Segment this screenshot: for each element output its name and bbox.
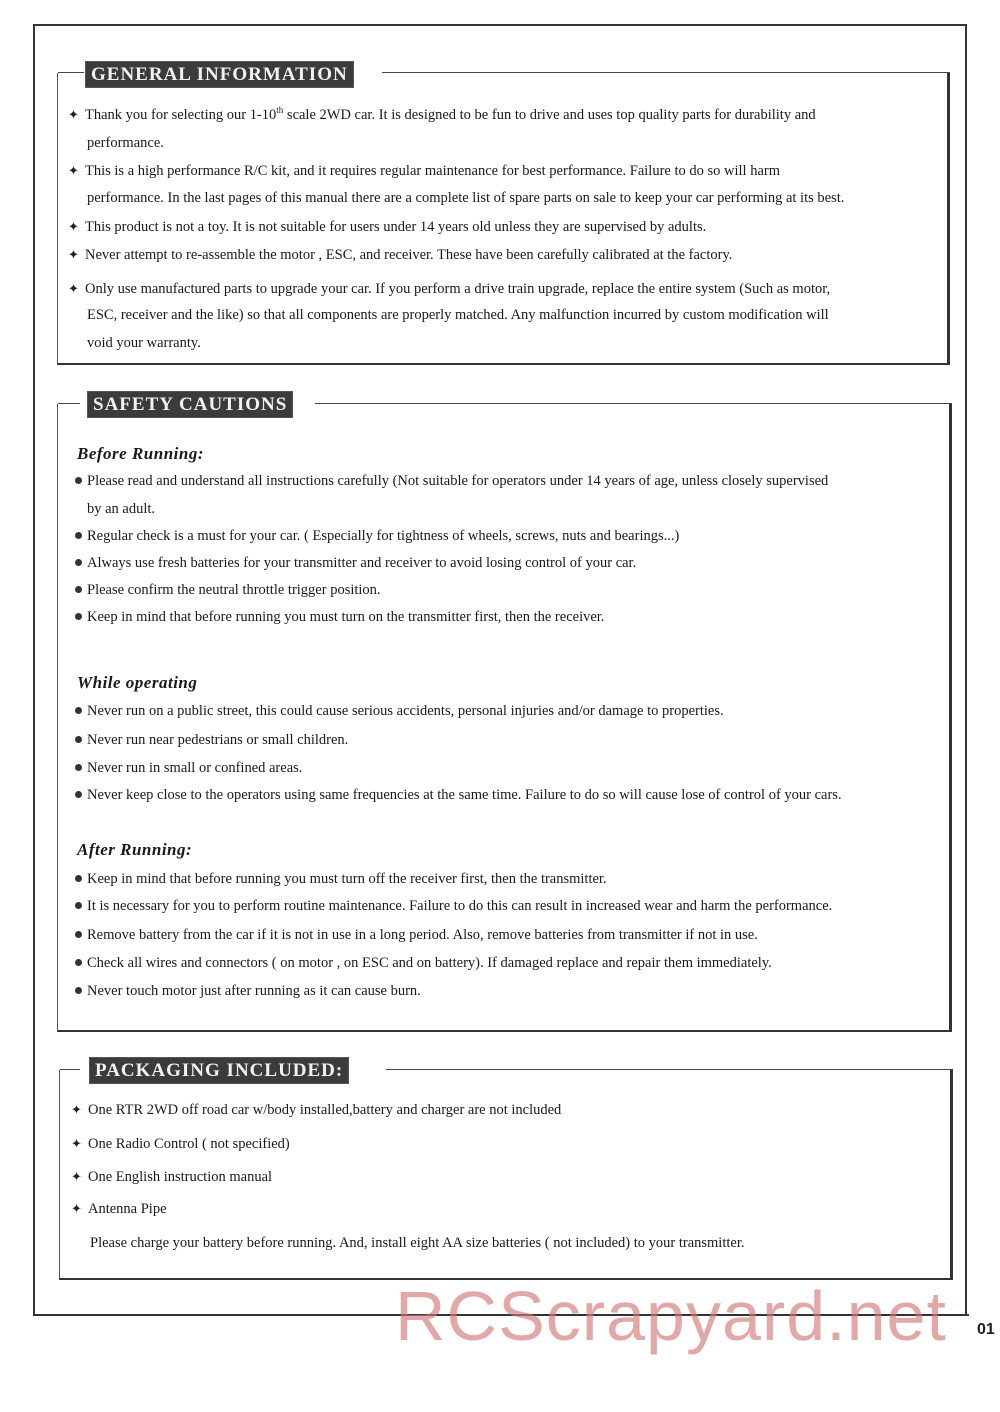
list-item-cont: performance. [87,135,164,151]
list-item: Never run in small or confined areas. [75,760,302,777]
safety-cautions-title: SAFETY CAUTIONS [87,391,293,418]
header-rule-left [58,403,80,404]
list-item-cont: void your warranty. [87,335,201,351]
list-item: ✦ This is a high performance R/C kit, and it requires regular maintenance for best performance. Failure to do so will harm [68,163,780,179]
cross-bullet-icon: ✦ [68,163,79,178]
list-item: Keep in mind that before running you must turn off the receiver first, then the transmitter. [75,871,607,888]
after-running-heading: After Running: [77,840,193,859]
list-item: Keep in mind that before running you must turn on the transmitter first, then the receiver. [75,609,604,626]
bullet-icon [75,477,82,484]
list-item: Please confirm the neutral throttle trigger position. [75,582,381,599]
cross-bullet-icon: ✦ [68,219,79,234]
bullet-icon [75,707,82,714]
bullet-icon [75,902,82,909]
list-item: Never run on a public street, this could cause serious accidents, personal injuries and/or damage to properties. [75,703,724,720]
cross-bullet-icon: ✦ [71,1169,82,1184]
list-item: ✦ One RTR 2WD off road car w/body installed,battery and charger are not included [71,1102,562,1118]
cross-bullet-icon: ✦ [71,1136,82,1151]
page-number: 01 [977,1321,995,1338]
list-item: ✦ One English instruction manual [71,1169,273,1185]
list-item: Always use fresh batteries for your transmitter and receiver to avoid losing control of your car. [75,555,636,572]
list-item: Never run near pedestrians or small children. [75,732,348,749]
list-item: Check all wires and connectors ( on motor , on ESC and on battery). If damaged replace and repair them immediately. [75,955,772,972]
packaging-included-title: PACKAGING INCLUDED: [89,1057,349,1084]
bullet-icon [75,613,82,620]
list-item: ✦ This product is not a toy. It is not suitable for users under 14 years old unless they are supervised by adults. [68,219,707,235]
header-rule-left [58,72,84,73]
before-running-heading: Before Running: [77,444,204,463]
list-item: ✦ Never attempt to re-assemble the motor , ESC, and receiver. These have been carefully calibrated at the factory. [68,247,733,263]
watermark: RCScrapyard.net [395,1277,947,1355]
header-rule-right [386,1069,953,1070]
list-item: ✦ Thank you for selecting our 1-10th scale 2WD car. It is designed to be fun to drive and uses top quality parts for durability and [68,105,816,123]
cross-bullet-icon: ✦ [68,247,79,262]
header-rule-left [60,1069,80,1070]
cross-bullet-icon: ✦ [71,1201,82,1216]
list-item: ✦ One Radio Control ( not specified) [71,1136,290,1152]
bullet-icon [75,736,82,743]
header-rule-right [315,403,952,404]
bullet-icon [75,931,82,938]
bullet-icon [75,875,82,882]
cross-bullet-icon: ✦ [71,1102,82,1117]
while-operating-heading: While operating [77,673,198,692]
bullet-icon [75,987,82,994]
list-item-cont: ESC, receiver and the like) so that all components are properly matched. Any malfunction incurred by custom modification will [87,307,829,323]
cross-bullet-icon: ✦ [68,106,79,122]
list-item: Remove battery from the car if it is not in use in a long period. Also, remove batteries from transmitter if not in use. [75,927,758,944]
general-information-title: GENERAL INFORMATION [85,61,354,88]
list-item-cont: by an adult. [87,501,156,517]
list-item: Never touch motor just after running as it can cause burn. [75,983,421,1000]
bullet-icon [75,959,82,966]
bullet-icon [75,791,82,798]
list-item: ✦ Antenna Pipe [71,1201,167,1217]
list-item: Never keep close to the operators using same frequencies at the same time. Failure to do so will cause lose of control of your cars. [75,787,842,804]
list-item-cont: performance. In the last pages of this manual there are a complete list of spare parts on sale to keep your car performing at its best. [87,190,845,206]
list-item: ✦ Only use manufactured parts to upgrade your car. If you perform a drive train upgrade, replace the entire system (Such as motor, [68,281,831,297]
list-item: It is necessary for you to perform routine maintenance. Failure to do this can result in increased wear and harm the performance. [75,898,832,915]
header-rule-right [382,72,950,73]
bullet-icon [75,559,82,566]
list-item: Please read and understand all instructions carefully (Not suitable for operators under 14 years of age, unless closely supervised [75,473,828,490]
list-item: Regular check is a must for your car. ( Especially for tightness of wheels, screws, nuts and bearings...) [75,528,679,545]
cross-bullet-icon: ✦ [68,281,79,296]
bullet-icon [75,764,82,771]
bullet-icon [75,532,82,539]
bullet-icon [75,586,82,593]
packaging-note: Please charge your battery before running. And, install eight AA size batteries ( not included) to your transmitter. [90,1235,745,1251]
